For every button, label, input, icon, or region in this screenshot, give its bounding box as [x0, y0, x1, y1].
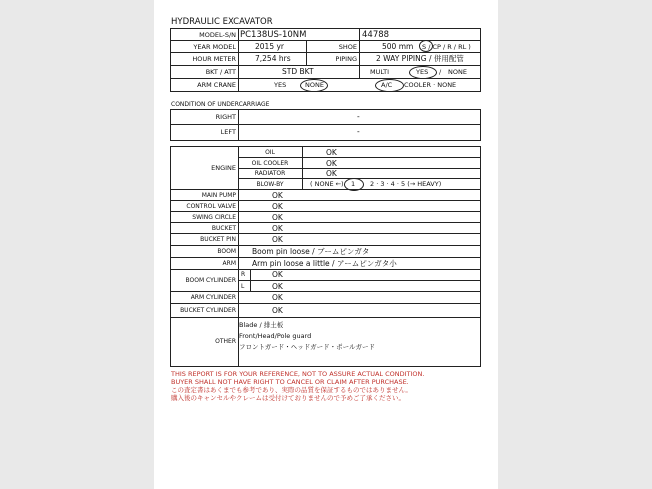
other-line-3: フロントガード・ヘッドガード・ポールガード	[239, 343, 375, 351]
other-line-1: Blade / 排土板	[239, 321, 284, 329]
disclaimer-line-1: THIS REPORT IS FOR YOUR REFERENCE, NOT TO ASSURE ACTUAL CONDITION.	[171, 370, 425, 378]
oil-cooler-label: OIL COOLER	[251, 160, 289, 167]
arm-cylinder-value: OK	[272, 293, 283, 302]
engine-label: ENGINE	[211, 164, 236, 172]
main-pump-label: MAIN PUMP	[201, 192, 236, 199]
bucket-cylinder-value: OK	[272, 306, 283, 315]
model-label: MODEL-S/N	[199, 31, 236, 39]
multi-none: NONE	[448, 68, 467, 76]
radiator-label: RADIATOR	[254, 170, 286, 177]
cooler-ac: A/C	[381, 81, 393, 89]
bucket-value: OK	[272, 224, 283, 233]
hour-label: HOUR METER	[192, 55, 236, 63]
arm-crane-label: ARM CRANE	[197, 81, 236, 89]
multi-yes: YES	[416, 68, 429, 76]
swing-circle-value: OK	[272, 213, 283, 222]
arm-value: Arm pin loose a little / アームピンガタ小	[252, 259, 397, 268]
boom-cylinder-r-value: OK	[272, 270, 283, 279]
year-label: YEAR MODEL	[193, 43, 236, 51]
boom-label: BOOM	[217, 248, 236, 255]
piping-value: 2 WAY PIPING / 併用配管	[376, 54, 464, 63]
serial-value: 44788	[362, 30, 390, 40]
arm-label: ARM	[222, 260, 236, 267]
undercarriage-heading: CONDITION OF UNDERCARRIAGE	[171, 101, 270, 108]
main-pump-value: OK	[272, 191, 283, 200]
radiator-value: OK	[326, 169, 337, 178]
cooler-rest: COOLER · NONE	[404, 81, 457, 89]
disclaimer-line-2: BUYER SHALL NOT HAVE RIGHT TO CANCEL OR CLAIM AFTER PURCHASE.	[171, 378, 409, 386]
swing-circle-label: SWING CIRCLE	[192, 214, 236, 221]
year-value: 2015 yr	[255, 42, 284, 51]
bucket-label: BUCKET	[211, 225, 236, 232]
report-title: HYDRAULIC EXCAVATOR	[171, 17, 273, 27]
oil-value: OK	[326, 148, 337, 157]
hour-value: 7,254 hrs	[255, 54, 291, 63]
boom-cylinder-l-value: OK	[272, 282, 283, 291]
bucket-cylinder-label: BUCKET CYLINDER	[180, 307, 236, 314]
boom-cylinder-r: R	[241, 271, 246, 278]
undercarriage-right-value: -	[357, 112, 360, 121]
arm-crane-none: NONE	[305, 81, 324, 89]
undercarriage-left-value: -	[357, 127, 360, 136]
control-valve-label: CONTROL VALVE	[186, 203, 236, 210]
boom-cylinder-l: L	[241, 283, 245, 290]
bucket-pin-value: OK	[272, 235, 283, 244]
shoe-label: SHOE	[338, 43, 357, 51]
disclaimer-line-4: 購入後のキャンセルやクレームは受付けておりませんので予めご了承ください。	[171, 394, 405, 402]
blowby-scale-start: ( NONE ←)	[310, 180, 344, 188]
undercarriage-right-label: RIGHT	[215, 113, 236, 121]
arm-crane-yes: YES	[274, 81, 287, 89]
blowby-label: BLOW-BY	[256, 181, 284, 188]
piping-label: PIPING	[335, 55, 357, 63]
bucket-pin-label: BUCKET PIN	[200, 236, 236, 243]
other-label: OTHER	[215, 338, 236, 345]
arm-cylinder-label: ARM CYLINDER	[190, 294, 236, 301]
oil-label: OIL	[265, 149, 275, 156]
model-value: PC138US-10NM	[240, 30, 307, 40]
shoe-value: 500 mm	[382, 42, 414, 51]
multi-sep: /	[439, 68, 442, 76]
oil-cooler-value: OK	[326, 159, 337, 168]
blowby-scale-rest: 2 · 3 · 4 · 5 (→ HEAVY)	[370, 180, 442, 188]
disclaimer-line-3: この査定書はあくまでも参考であり、実際の品質を保証するものではありません。	[171, 386, 412, 394]
boom-cylinder-label: BOOM CYLINDER	[185, 277, 236, 284]
other-line-2: Front/Head/Pole guard	[239, 332, 312, 340]
boom-value: Boom pin loose / ブームピンガタ	[252, 247, 370, 256]
blowby-selected: 1	[351, 180, 356, 188]
inspection-sheet	[154, 0, 498, 489]
bkt-value: STD BKT	[282, 67, 314, 76]
control-valve-value: OK	[272, 202, 283, 211]
multi-label: MULTI	[370, 68, 389, 76]
bkt-label: BKT / ATT	[205, 68, 236, 76]
undercarriage-left-label: LEFT	[220, 128, 236, 136]
shoe-options: S / CP / R / RL )	[422, 43, 471, 51]
